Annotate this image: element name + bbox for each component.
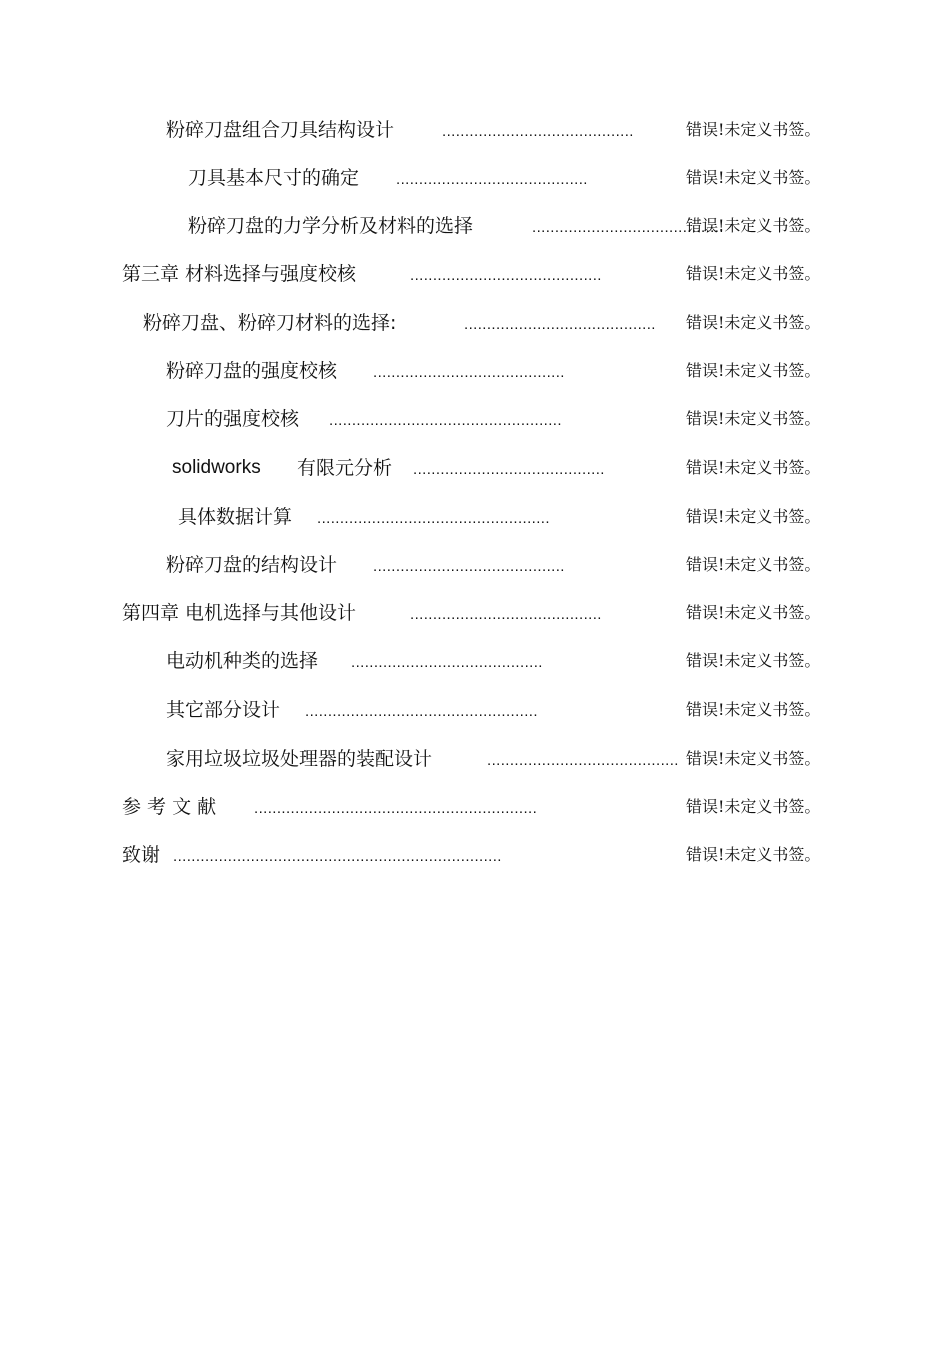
toc-leader-dots: .......................................... xyxy=(487,752,679,769)
toc-entry-title: 家用垃圾垃圾处理器的装配设计 xyxy=(166,748,433,770)
toc-entry-title: 第三章 材料选择与强度校核 xyxy=(122,263,357,285)
toc-leader-dots: .......................................... xyxy=(373,364,565,381)
toc-leader-dots: .............................................................. xyxy=(254,800,538,817)
toc-entry-title: 粉碎刀盘、粉碎刀材料的选择: xyxy=(143,312,397,334)
toc-entry-page: 错误!未定义书签。 xyxy=(686,603,821,622)
toc-entry-title: 具体数据计算 xyxy=(178,506,293,528)
toc-entry-page: 错误!未定义书签。 xyxy=(686,264,821,283)
toc-leader-dots: .......................................... xyxy=(410,267,602,284)
toc-entry[interactable] xyxy=(0,695,950,725)
toc-entry[interactable] xyxy=(0,115,950,145)
toc-leader-dots: .......................................... xyxy=(442,123,634,140)
toc-leader-dots: ................................................... xyxy=(317,510,550,527)
toc-entry-page: 错误!未定义书签。 xyxy=(686,555,821,574)
toc-entry-page: 错误!未定义书签。 xyxy=(686,168,821,187)
toc-entry-page: 错误!未定义书签。 xyxy=(686,409,821,428)
toc-entry[interactable] xyxy=(0,502,950,532)
toc-entry[interactable] xyxy=(0,840,950,870)
toc-entry[interactable] xyxy=(0,646,950,676)
toc-entry[interactable] xyxy=(0,356,950,386)
toc-entry-title: 刀具基本尺寸的确定 xyxy=(188,167,360,189)
toc-entry-title-latin: solidworks xyxy=(172,457,261,478)
toc-entry-title: 有限元分析 xyxy=(297,457,393,479)
toc-entry[interactable] xyxy=(0,744,950,774)
toc-entry-page: 错误!未定义书签。 xyxy=(686,651,821,670)
toc-entry-title: 刀片的强度校核 xyxy=(166,408,300,430)
toc-entry[interactable] xyxy=(0,308,950,338)
toc-leader-dots: .......................................... xyxy=(373,558,565,575)
toc-entry-title: 电动机种类的选择 xyxy=(166,650,319,672)
toc-entry-page: 错误!未定义书签。 xyxy=(686,507,821,526)
toc-entry-page: 错误!未定义书签。 xyxy=(686,845,821,864)
toc-leader-dots: .......................................... xyxy=(410,606,602,623)
toc-entry-page: 错误!未定义书签。 xyxy=(686,797,821,816)
toc-entry-page: 错误!未定义书签。 xyxy=(686,458,821,477)
toc-leader-dots: .......................................... xyxy=(413,461,605,478)
toc-entry-title: 致谢 xyxy=(122,844,161,866)
toc-entry[interactable] xyxy=(0,259,950,289)
toc-entry-title: 粉碎刀盘的强度校核 xyxy=(166,360,338,382)
toc-entry-page: 错误!未定义书签。 xyxy=(686,120,821,139)
toc-entry-page: 错误!未定义书签。 xyxy=(686,700,821,719)
toc-entry-title: 其它部分设计 xyxy=(166,699,281,721)
toc-entry[interactable] xyxy=(0,792,950,822)
toc-entry-title: 粉碎刀盘组合刀具结构设计 xyxy=(166,119,395,141)
toc-entry-title: 粉碎刀盘的结构设计 xyxy=(166,554,338,576)
toc-entry-page: 错误!未定义书签。 xyxy=(686,313,821,332)
toc-leader-dots: ................................................... xyxy=(329,412,562,429)
toc-leader-dots: .......................................... xyxy=(464,316,656,333)
toc-entry-title: 第四章 电机选择与其他设计 xyxy=(122,602,357,624)
toc-leader-dots: .......................................... xyxy=(396,171,588,188)
toc-entry-title: 参 考 文 献 xyxy=(122,796,217,818)
toc-leader-dots: .......................................... xyxy=(532,219,724,236)
toc-leader-dots: ........................................................................ xyxy=(173,848,502,865)
toc-entry[interactable] xyxy=(0,598,950,628)
toc-leader-dots: ................................................... xyxy=(305,703,538,720)
toc-entry-page: 错误!未定义书签。 xyxy=(686,361,821,380)
toc-entry[interactable] xyxy=(0,211,950,241)
toc-entry-title: 粉碎刀盘的力学分析及材料的选择 xyxy=(188,215,474,237)
toc-entry-page: 错误!未定义书签。 xyxy=(686,749,821,768)
toc-entry[interactable] xyxy=(0,453,950,483)
toc-entry[interactable] xyxy=(0,550,950,580)
toc-entry-page: 错误!未定义书签。 xyxy=(686,216,821,235)
toc-entry[interactable] xyxy=(0,404,950,434)
toc-entry[interactable] xyxy=(0,163,950,193)
toc-leader-dots: .......................................... xyxy=(351,654,543,671)
